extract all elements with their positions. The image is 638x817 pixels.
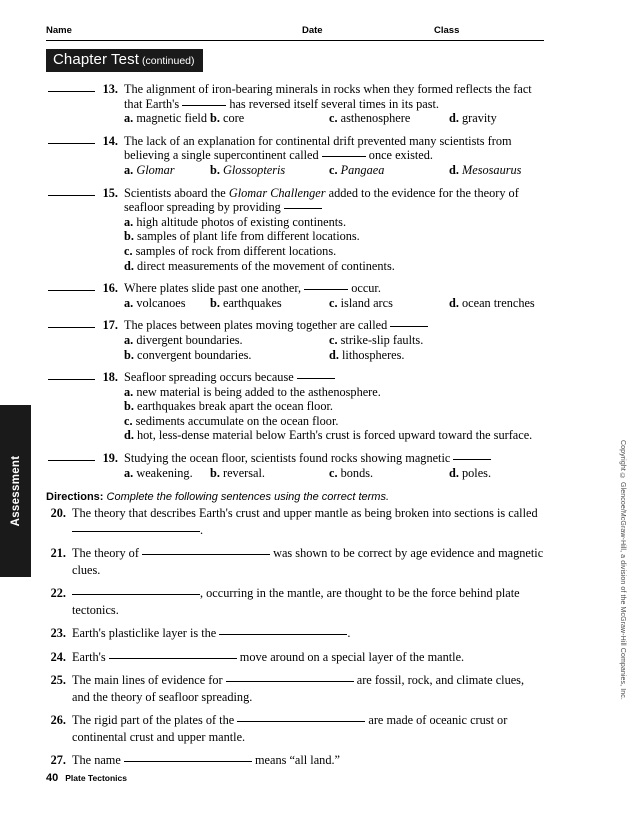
fill-in-after-24: move around on a special layer of the mantle.: [239, 649, 465, 664]
question-number-16: 16.: [102, 281, 118, 296]
mc-question-19: [46, 451, 544, 480]
inline-blank-16: [304, 289, 348, 290]
mc-question-13: [46, 82, 544, 126]
assessment-side-tab: [0, 405, 31, 577]
fill-in-question-22: [46, 585, 544, 618]
options-19: [124, 466, 544, 481]
option-13-b[interactable]: b. core: [210, 111, 245, 126]
option-16-c[interactable]: c. island arcs: [329, 295, 393, 310]
inline-blank-17: [390, 326, 428, 327]
footer-page-number: 40: [46, 772, 59, 784]
directions-label: Directions:: [46, 491, 104, 504]
stem-italic-15: Glomar Challenger: [228, 185, 326, 200]
stem-mid-15: added to the evidence for the theory of seafloor spreading by providing: [124, 185, 519, 215]
option-17-c[interactable]: c. strike-slip faults.: [329, 332, 424, 347]
fill-in-before-21: The theory of: [72, 546, 139, 561]
directions-line: [46, 491, 544, 503]
option-16-d[interactable]: d. ocean trenches: [449, 295, 535, 310]
fill-in-blank-26[interactable]: [237, 721, 365, 722]
option-13-a[interactable]: a. magnetic field: [124, 111, 207, 126]
stem-after-14: once existed.: [368, 148, 433, 163]
answer-blank-18[interactable]: [48, 379, 95, 380]
fill-in-question-25: [46, 672, 544, 705]
option-19-c[interactable]: c. bonds.: [329, 465, 374, 480]
option-14-c[interactable]: c. Pangaea: [329, 162, 385, 177]
fill-in-body-23: [72, 625, 544, 642]
question-number-22: 22.: [50, 586, 66, 601]
stem-before-19: Studying the ocean floor, scientists found rocks showing magnetic: [124, 451, 451, 466]
fill-in-question-26: [46, 712, 544, 745]
options-17: [124, 333, 544, 362]
worksheet-content: [46, 82, 544, 776]
fill-in-blank-25[interactable]: [226, 681, 354, 682]
inline-blank-19: [453, 459, 491, 460]
stem-before-15: Scientists aboard the: [124, 185, 226, 200]
fill-in-before-25: The main lines of evidence for: [72, 673, 223, 688]
question-number-20: 20.: [50, 506, 66, 521]
fill-in-before-20: The theory that describes Earth's crust and upper mantle as being broken into sections is called: [72, 506, 538, 521]
question-number-15: 15.: [102, 185, 118, 200]
question-stem-19: [124, 451, 544, 466]
fill-in-question-23: [46, 625, 544, 642]
inline-blank-14: [322, 156, 366, 157]
question-stem-15: [124, 186, 544, 215]
question-number-17: 17.: [102, 318, 118, 333]
question-number-24: 24.: [50, 649, 66, 664]
stem-after-13: has reversed itself several times in its past.: [229, 96, 439, 111]
question-number-27: 27.: [50, 753, 66, 768]
fill-in-body-20: [72, 505, 544, 538]
options-15: [124, 215, 544, 273]
fill-in-after-27: means “all land.”: [254, 753, 340, 768]
answer-blank-14[interactable]: [48, 143, 95, 144]
question-number-18: 18.: [102, 370, 118, 385]
fill-in-body-26: [72, 712, 544, 745]
question-stem-17: [124, 318, 544, 333]
fill-in-body-21: [72, 545, 544, 578]
fill-in-question-20: [46, 505, 544, 538]
mc-question-16: [46, 281, 544, 310]
fill-in-after-22: , occurring in the mantle, are thought to be the force behind plate tectonics.: [72, 586, 520, 617]
question-number-13: 13.: [102, 82, 118, 96]
answer-blank-13[interactable]: [48, 91, 95, 92]
answer-blank-16[interactable]: [48, 290, 95, 291]
copyright-notice: Copyright © Glencoe/McGraw-Hill, a division of the McGraw-Hill Companies, Inc.: [619, 440, 626, 700]
fill-in-body-24: [72, 649, 544, 666]
directions-text: Complete the following sentences using the correct terms.: [106, 491, 390, 504]
fill-in-body-27: [72, 752, 544, 769]
option-14-a[interactable]: a. Glomar: [124, 162, 175, 177]
stem-before-13: The alignment of iron-bearing minerals in rocks when they formed reflects the fact that Earth's: [124, 82, 532, 111]
option-16-b[interactable]: b. earthquakes: [210, 295, 282, 310]
option-17-a[interactable]: a. divergent boundaries.: [124, 332, 243, 347]
fill-in-before-26: The rigid part of the plates of the: [72, 713, 235, 728]
inline-blank-18: [297, 378, 335, 379]
chapter-test-continued: (continued): [141, 55, 195, 67]
fill-in-blank-21[interactable]: [142, 554, 270, 555]
option-18-d[interactable]: d. hot, less-dense material below Earth's crust is forced upward toward the surface.: [124, 428, 533, 443]
header-name-label: Name: [46, 25, 72, 36]
options-16: [124, 296, 544, 311]
fill-in-blank-27[interactable]: [124, 761, 252, 762]
options-18: [124, 385, 544, 443]
fill-in-body-22: [72, 585, 544, 618]
mc-question-17: [46, 318, 544, 362]
chapter-test-title: Chapter Test: [53, 51, 139, 68]
option-15-c[interactable]: c. samples of rock from different locations.: [124, 243, 337, 258]
question-number-25: 25.: [50, 673, 66, 688]
fill-in-before-24: Earth's: [72, 649, 106, 664]
option-19-d[interactable]: d. poles.: [449, 465, 492, 480]
fill-in-before-27: The name: [72, 753, 121, 768]
question-stem-18: [124, 370, 544, 385]
option-18-a[interactable]: a. new material is being added to the asthenosphere.: [124, 384, 381, 399]
chapter-test-banner: [46, 49, 203, 72]
inline-blank-13: [182, 105, 226, 106]
fill-in-after-26: are made of oceanic crust or continental crust and upper mantle.: [72, 713, 508, 744]
option-18-b[interactable]: b. earthquakes break apart the ocean floor.: [124, 399, 333, 414]
header-rule: [46, 40, 544, 41]
fill-in-after-25: are fossil, rock, and climate clues, and the theory of seafloor spreading.: [72, 673, 525, 704]
fill-in-blank-22[interactable]: [72, 594, 200, 595]
fill-in-question-24: [46, 649, 544, 666]
mc-question-18: [46, 370, 544, 443]
question-stem-13: [124, 82, 544, 111]
assessment-side-tab-label: Assessment: [9, 455, 22, 527]
fill-in-after-21: was shown to be correct by age evidence and magnetic clues.: [72, 546, 544, 577]
option-15-b[interactable]: b. samples of plant life from different locations.: [124, 229, 360, 244]
options-14: [124, 163, 544, 178]
option-17-b[interactable]: b. convergent boundaries.: [124, 347, 252, 362]
option-14-b[interactable]: b. Glossopteris: [210, 162, 286, 177]
mc-question-14: [46, 134, 544, 178]
option-13-d[interactable]: d. gravity: [449, 111, 497, 126]
header-class-label: Class: [434, 25, 460, 36]
fill-in-question-21: [46, 545, 544, 578]
option-16-a[interactable]: a. volcanoes: [124, 295, 186, 310]
option-19-b[interactable]: b. reversal.: [210, 465, 265, 480]
option-17-d[interactable]: d. lithospheres.: [329, 347, 405, 362]
option-15-a[interactable]: a. high altitude photos of existing continents.: [124, 214, 347, 229]
fill-in-after-20: .: [200, 522, 204, 537]
inline-blank-15: [284, 208, 322, 209]
fill-in-blank-24[interactable]: [109, 658, 237, 659]
mc-question-15: [46, 186, 544, 274]
question-number-21: 21.: [50, 546, 66, 561]
fill-in-body-25: [72, 672, 544, 705]
fill-in-after-23: .: [347, 626, 351, 641]
fill-in-question-27: [46, 752, 544, 769]
stem-before-17: The places between plates moving together are called: [124, 318, 388, 333]
fill-in-before-23: Earth's plasticlike layer is the: [72, 626, 217, 641]
stem-after-16: occur.: [351, 281, 381, 296]
question-number-14: 14.: [102, 133, 118, 148]
answer-blank-17[interactable]: [48, 327, 95, 328]
header-date-label: Date: [302, 25, 323, 36]
option-19-a[interactable]: a. weakening.: [124, 465, 193, 480]
question-number-19: 19.: [102, 451, 118, 466]
answer-blank-15[interactable]: [48, 195, 95, 196]
option-13-c[interactable]: c. asthenosphere: [329, 111, 411, 126]
question-number-23: 23.: [50, 626, 66, 641]
worksheet-header: [46, 25, 544, 43]
question-stem-16: [124, 281, 544, 296]
option-15-d[interactable]: d. direct measurements of the movement of continents.: [124, 258, 395, 273]
stem-before-18: Seafloor spreading occurs because: [124, 370, 294, 385]
fill-in-blank-23[interactable]: [219, 634, 347, 635]
options-13: [124, 111, 544, 126]
fill-in-blank-20[interactable]: [72, 531, 200, 532]
question-number-26: 26.: [50, 713, 66, 728]
stem-before-16: Where plates slide past one another,: [124, 281, 302, 296]
answer-blank-19[interactable]: [48, 460, 95, 461]
option-14-d[interactable]: d. Mesosaurus: [449, 162, 522, 177]
page-footer: [46, 768, 127, 786]
footer-chapter-title: Plate Tectonics: [65, 773, 127, 783]
stem-before-14: The lack of an explanation for continental drift prevented many scientists from believing a single supercontinent called: [124, 133, 512, 163]
question-stem-14: [124, 134, 544, 163]
option-18-c[interactable]: c. sediments accumulate on the ocean floor.: [124, 413, 339, 428]
